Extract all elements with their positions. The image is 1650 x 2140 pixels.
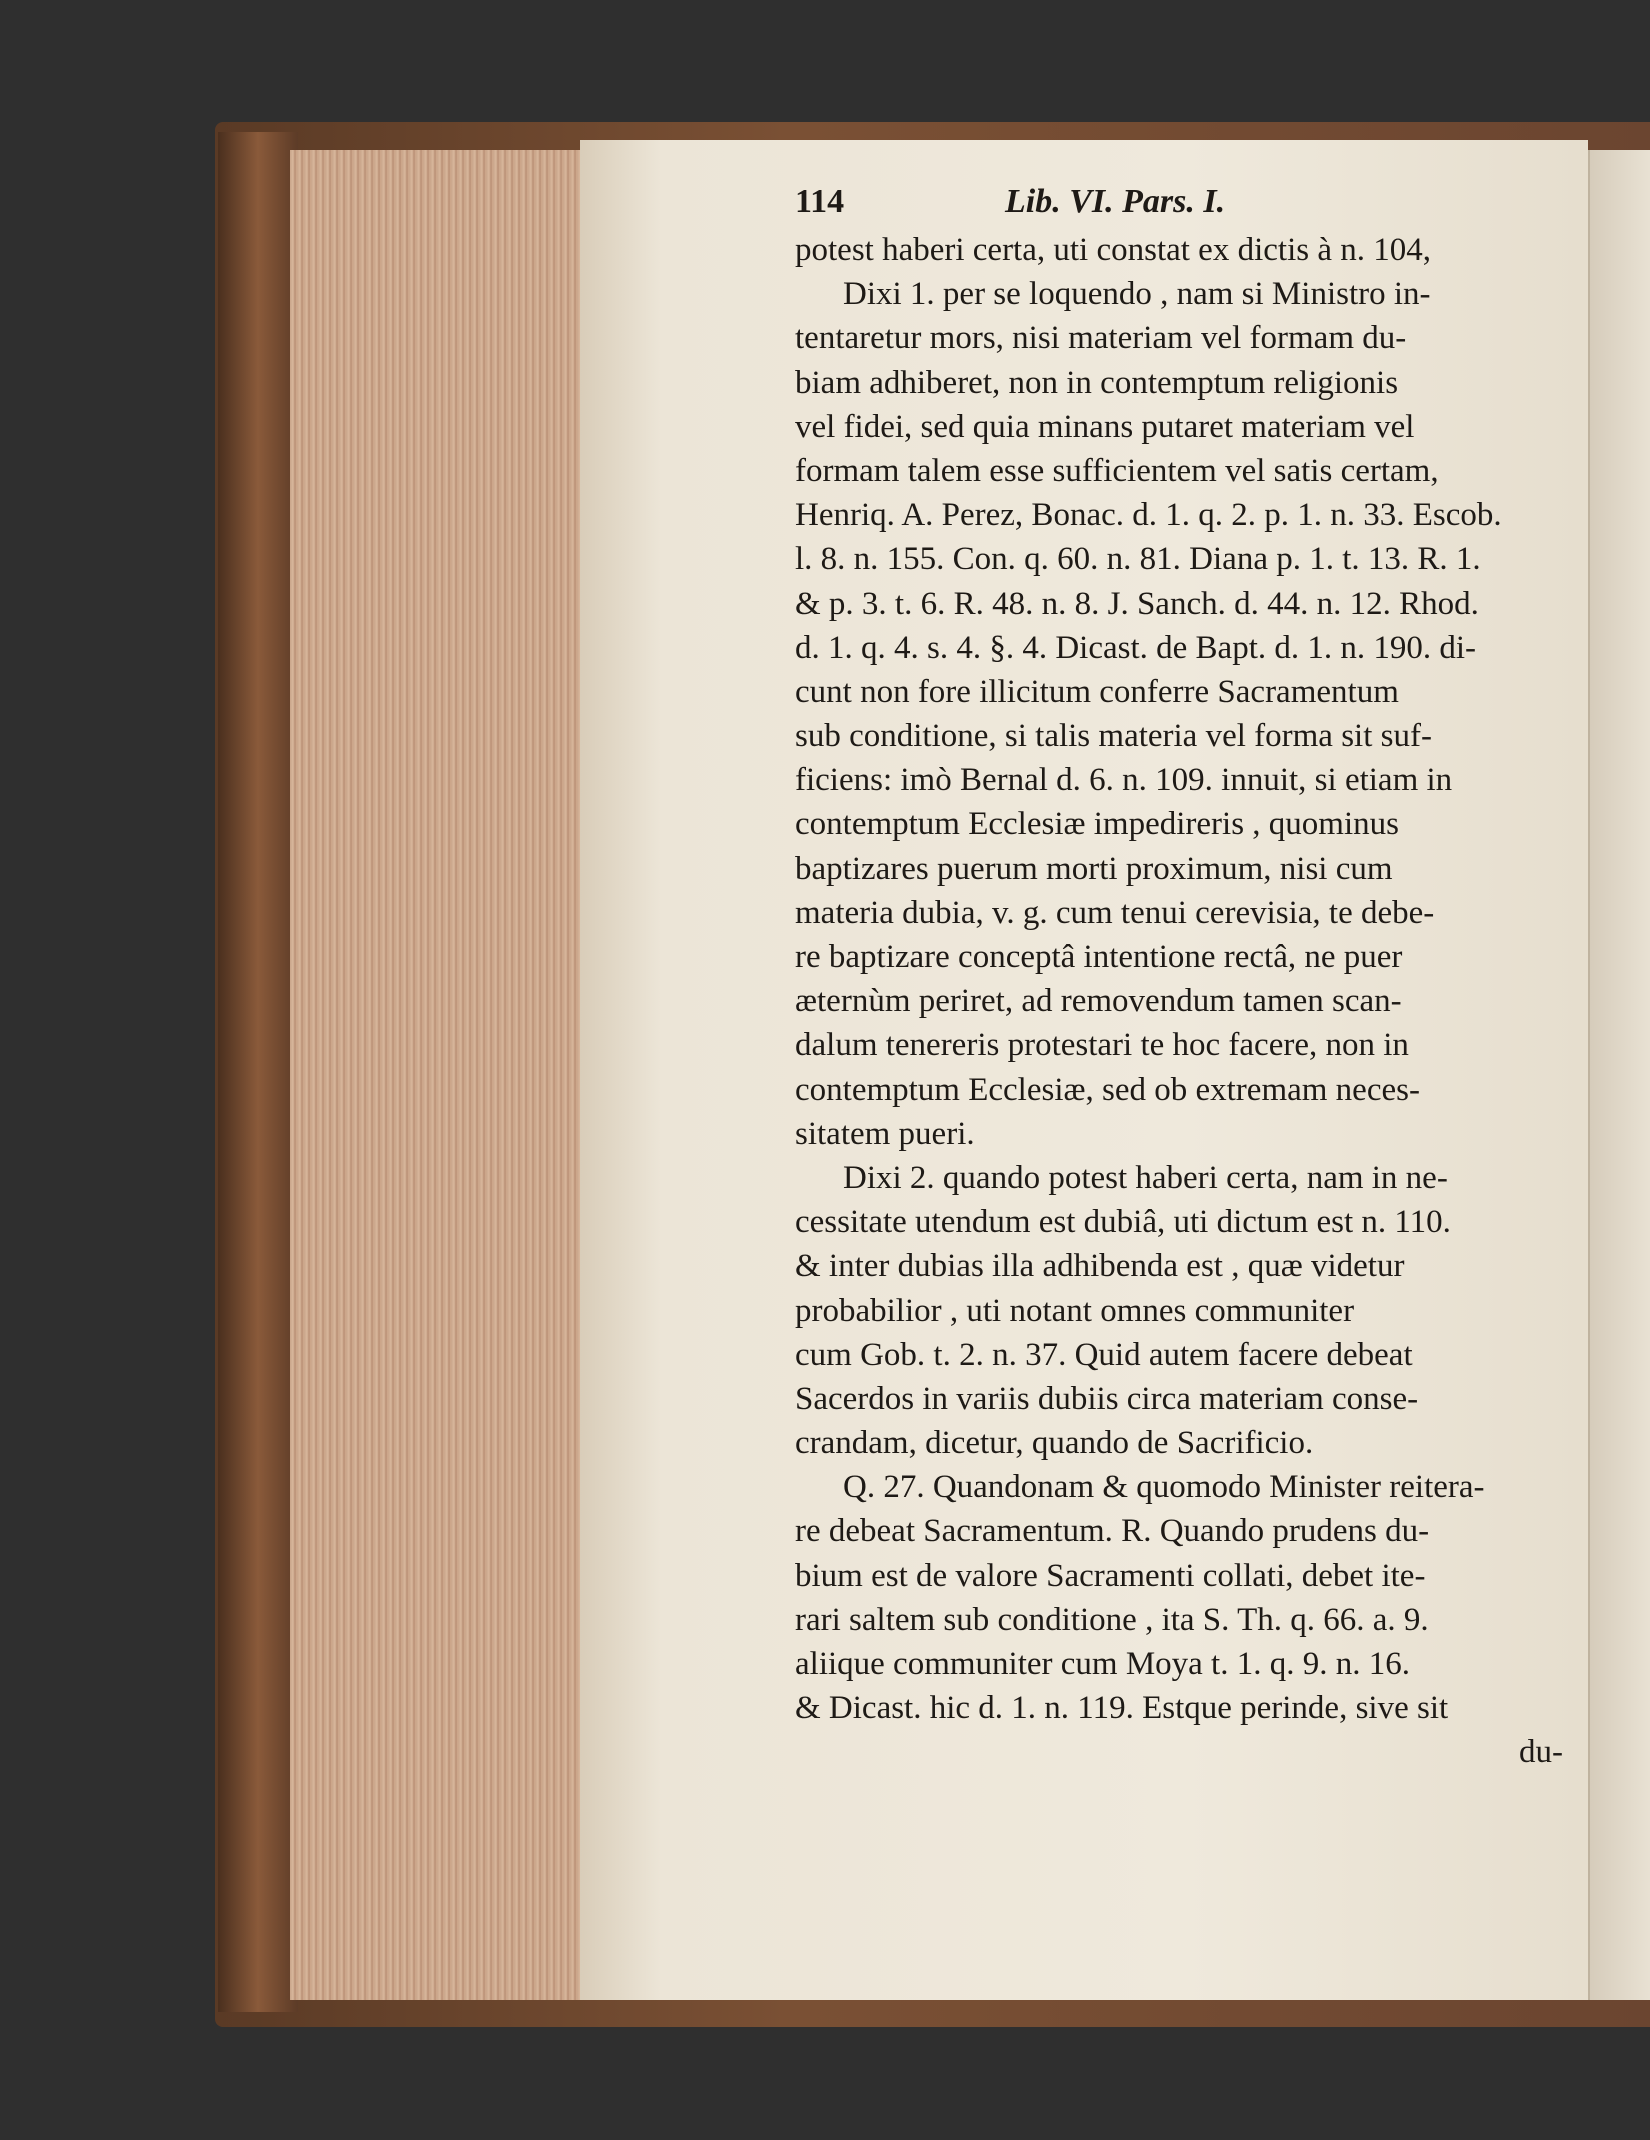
page-text (795, 180, 1563, 1775)
text-line: sub conditione, si talis materia vel forma sit suf- (795, 718, 1432, 755)
text-line: re baptizare conceptâ intentione rectâ, ne puer (795, 939, 1403, 975)
text-line: rari saltem sub conditione , ita S. Th. q. 66. a. 9. (795, 1601, 1429, 1638)
text-line: cessitate utendum est dubiâ, uti dictum est n. 110. (795, 1204, 1451, 1241)
text-line: cunt non fore illicitum conferre Sacramentum (795, 673, 1399, 710)
text-line: Dixi 2. quando potest haberi certa, nam in ne- (843, 1159, 1448, 1196)
text-line: aliique communiter cum Moya t. 1. q. 9. n. 16. (795, 1646, 1410, 1682)
text-line: contemptum Ecclesiæ, sed ob extremam neces- (795, 1071, 1420, 1108)
text-line: bium est de valore Sacramenti collati, debet ite- (795, 1557, 1426, 1594)
book-spine (218, 132, 298, 2012)
text-line: Henriq. A. Perez, Bonac. d. 1. q. 2. p. 1. n. 33. Escob. (795, 497, 1502, 534)
text-line: l. 8. n. 155. Con. q. 60. n. 81. Diana p. 1. t. 13. R. 1. (795, 541, 1481, 578)
text-line: contemptum Ecclesiæ impedireris , quominus (795, 806, 1399, 843)
text-line: & inter dubias illa adhibenda est , quæ videtur (795, 1248, 1405, 1285)
text-line: cum Gob. t. 2. n. 37. Quid autem facere debeat (795, 1336, 1413, 1373)
text-line: Q. 27. Quandonam & quomodo Minister reitera- (843, 1469, 1485, 1506)
text-line: formam talem esse sufficientem vel satis certam, (795, 452, 1439, 489)
text-line: ficiens: imò Bernal d. 6. n. 109. innuit, si etiam in (795, 762, 1453, 799)
text-line: æternùm periret, ad removendum tamen scan- (795, 983, 1402, 1020)
text-line: sitatem pueri. (795, 1115, 975, 1152)
text-line: tentaretur mors, nisi materiam vel formam du- (795, 320, 1407, 357)
text-line: Dixi 1. per se loquendo , nam si Ministro in- (843, 276, 1431, 313)
text-line: Sacerdos in variis dubiis circa materiam conse- (795, 1380, 1419, 1417)
page-header (795, 180, 1563, 228)
text-line: vel fidei, sed quia minans putaret materiam vel (795, 408, 1415, 445)
text-line: probabilior , uti notant omnes communiter (795, 1292, 1355, 1329)
running-title: Lib. VI. Pars. I. (1005, 183, 1226, 220)
text-line: & p. 3. t. 6. R. 48. n. 8. J. Sanch. d. 44. n. 12. Rhod. (795, 585, 1479, 622)
text-line: dalum tenereris protestari te hoc facere, non in (795, 1027, 1409, 1064)
text-line: crandam, dicetur, quando de Sacrificio. (795, 1425, 1314, 1462)
page-edges (290, 150, 580, 2000)
text-line: & Dicast. hic d. 1. n. 119. Estque perinde, sive sit (795, 1690, 1449, 1727)
text-line: materia dubia, v. g. cum tenui cerevisia, te debe- (795, 894, 1435, 931)
text-line: potest haberi certa, uti constat ex dictis à n. 104, (795, 232, 1431, 268)
text-line: biam adhiberet, non in contemptum religionis (795, 364, 1399, 401)
text-line: re debeat Sacramentum. R. Quando prudens du- (795, 1513, 1430, 1550)
text-line: baptizares puerum morti proximum, nisi cum (795, 850, 1393, 887)
catchword: du- (1519, 1734, 1563, 1771)
right-page-edge (1588, 150, 1650, 2000)
page-number: 114 (795, 183, 845, 220)
text-line: d. 1. q. 4. s. 4. §. 4. Dicast. de Bapt. d. 1. n. 190. di- (795, 629, 1477, 666)
